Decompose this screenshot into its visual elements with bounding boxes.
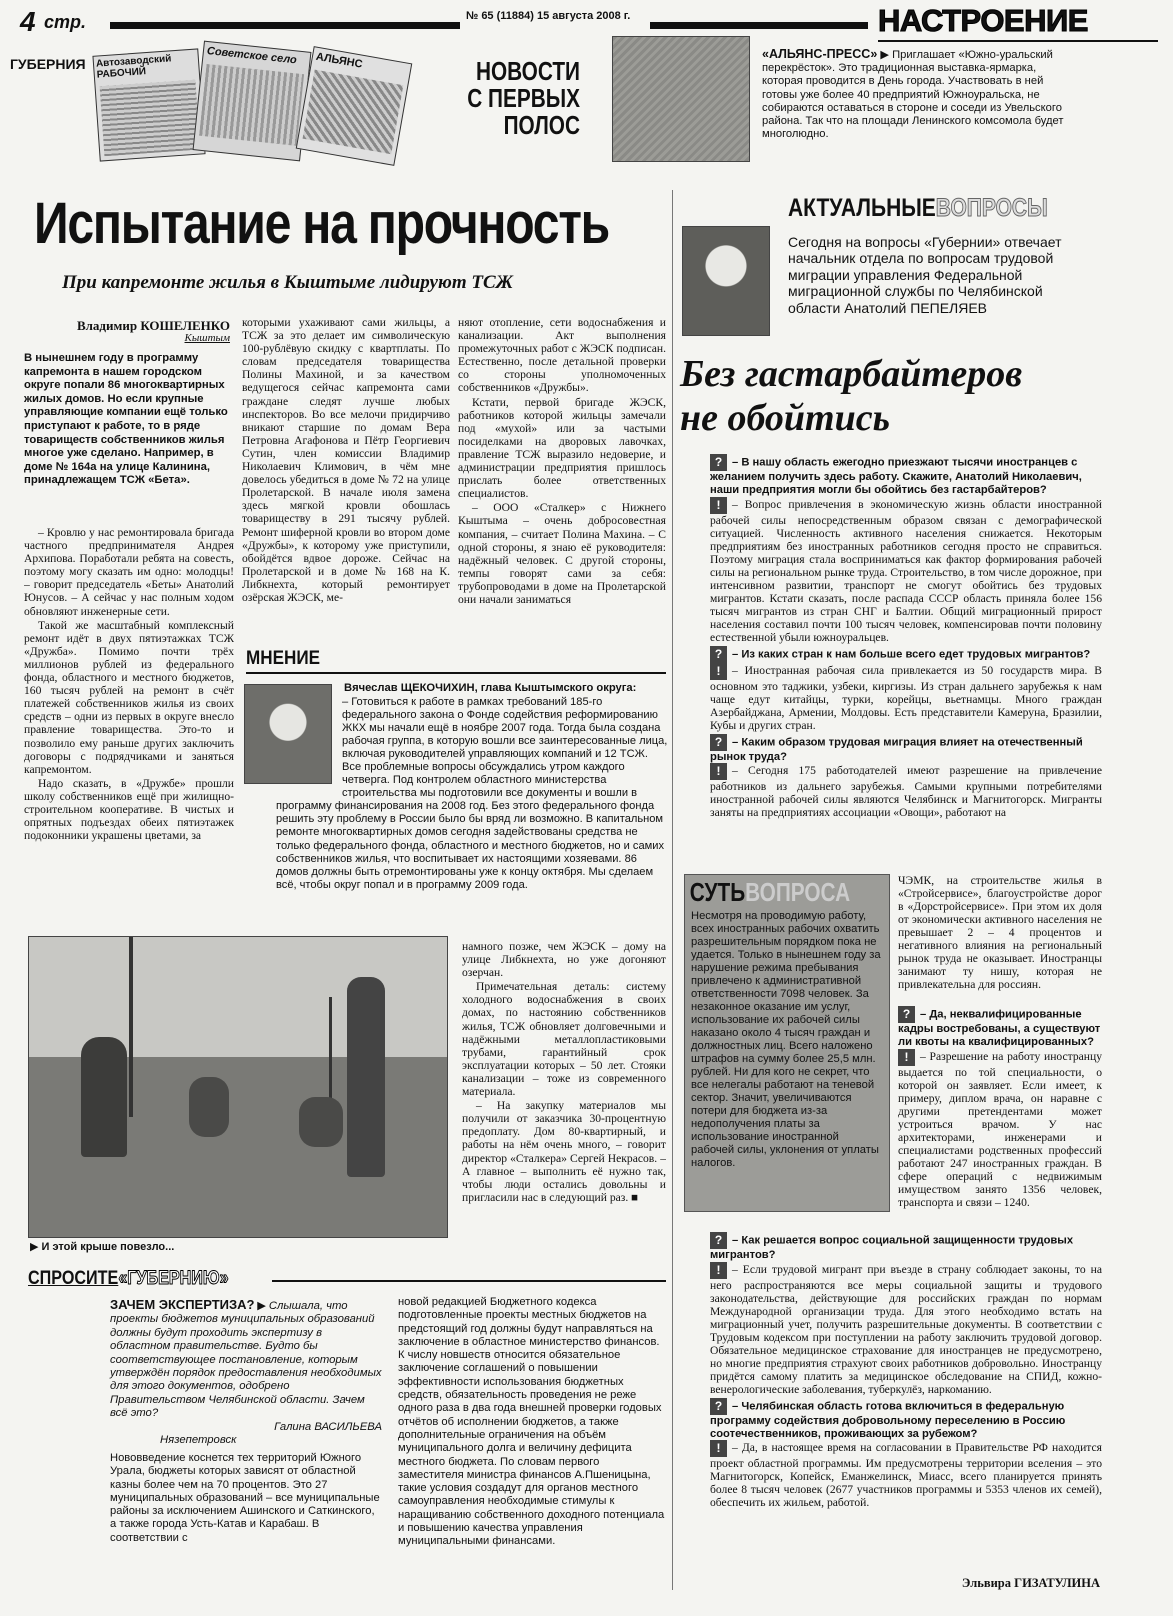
ask-label <box>28 1268 229 1290</box>
ask-answer-1: Нововведение коснется тех территорий Южного Урала, бюджеты которых зависят от областной казны более чем на 70 процентов. Это 27 муниципальных образований – все муниципальные районы за исключением Ашинского и Саткинского, а также города Усть-Катав и Карабаш. В соответствии с <box>110 1452 380 1544</box>
question-mark-icon: ? <box>710 1398 727 1415</box>
essence-text: Несмотря на проводимую работу, всех иностранных рабочих охватить разрешительным порядком пока не удается. Только в нынешнем году за нарушение режима пребывания привлечено к административной ответственности 7098 человек. За незаконное оказание им услуг, использование их рабочей силы наказано около 4 тысяч граждан и должностных лиц. Всего наложено штрафов на сумму более 25,5 млн. рублей. Ни для кого не секрет, что все нелегалы работают на теневой сектор. Значит, увеличиваются потери для бюджета из-за недополучения платы за использование иностранной рабочей силы, уклонения от уплаты налогов. <box>691 910 881 1169</box>
header-rule-right <box>650 22 868 29</box>
interview-narrow-qa <box>898 1006 1102 1232</box>
exclamation-mark-icon: ! <box>710 663 727 680</box>
triangle-right-icon: ▶ <box>880 49 889 61</box>
topical-label-b: ВОПРОСЫ <box>935 194 1048 222</box>
interview-answer: – Сегодня 175 работодателей имеют разрешение на привлечение работников из дальнего зарубежья. Самыми крупными потребителями иностранной рабочей силы являются Челябинск и Магнитогорск. Мигранты заняты на предприятиях ассоциации «Овощи», работают на <box>710 764 1102 820</box>
triangle-bullet-icon: ▶ <box>30 1241 42 1253</box>
photo-caption-text: И этой крыше повезло... <box>41 1241 175 1253</box>
column-divider <box>672 190 673 1590</box>
interview-question: – Да, неквалифицированные кадры востребованы, а существуют ли квоты на квалифицированных? <box>898 1008 1101 1048</box>
exclamation-mark-icon: ! <box>898 1049 915 1066</box>
qa-pair <box>710 454 1102 644</box>
article-subtitle: При капремонте жилья в Кыштыме лидируют ТСЖ <box>62 272 514 293</box>
header-underline <box>878 40 1158 42</box>
interview-title <box>680 352 1022 440</box>
essence-label-b: ВОПРОСА <box>745 877 851 907</box>
article-lead: В нынешнем году в программу капремонта в нашем городском округе попали 86 многоквартирных жилых домов. Но если крупные управляющие компании ещё только приступают к работе, то в ряде товариществ собственников жилья многое уже сделано. Например, в доме № 164а на улице Калинина, принадлежащем ТСЖ «Бета». <box>24 352 228 487</box>
col4-paragraph: намного позже, чем ЖЭСК – дому на улице Либкнехта, но уже догоняют озерчан. <box>462 940 666 980</box>
alliance-title: «АЛЬЯНС-ПРЕСС» <box>762 47 878 61</box>
interview-answer: – Разрешение на работу иностранцу выдается по той специальности, о которой он заявляет. Если имеет, к примеру, диплом врача, он наравне с другими претендентами может устроиться врачом. У нас архитекторами, инженерами и специалистами родственных профессий работают 247 иностранных граждан. В сфере операций с недвижимым имуществом занято 1356 человек, транспорта и связи – 1240. <box>898 1049 1102 1209</box>
qa-pair <box>710 1398 1102 1510</box>
news-headline-1: НОВОСТИ <box>475 56 580 86</box>
exclamation-mark-icon: ! <box>710 763 727 780</box>
qa-pair <box>710 734 1102 820</box>
col2-paragraph: которыми ухаживают сами жильцы, а ТСЖ за это делает им символическую 100-рублёвую скидку с квартплаты. По словам председателя товарищества Полины Махиной, и за качеством ведущегося сейчас капремонта сами граждане следят лучше любых инспекторов. Во все мелочи придирчиво вникают старшие по домам Вера Петровна Агафонова и Пётр Георгиевич Сутин, член комиссии Владимир Николаевич Климович, в чём мне довелось убедиться в доме № 72 на улице Пролетарской. В начале июля замена здесь мягкой кровли обошлась товариществу в 291 тысячу рублей. Ремонт шиферной кровли во втором доме «Дружбы», к которому уже приступили, обойдётся вдвое дороже. Сейчас на Пролетарской и в доме № 168 на К. Либкнехта, который ремонтирует озёрская ЖЭСК, ме- <box>242 316 450 604</box>
city-square-photo <box>612 36 750 162</box>
interview-narrow-column: ЧЭМК, на строительстве жилья в «Стройсервисе», благоустройстве дорог в «Дорстройсервисе». При этом их доля от экономически активного населения не превышает 2 – 4 процентов и негативного влияния на региональный рынок труда не оказывает. Иностранцы занимают ту нишу, которая не привлекательна для россиян. <box>898 874 1102 991</box>
topical-intro: Сегодня на вопросы «Губернии» отвечает начальник отдела по вопросам трудовой миграции управления Федеральной миграционной службы по Челябинской области Анатолий ПЕПЕЛЯЕВ <box>788 234 1062 316</box>
newspaper-cover-1-title: Автозаводский РАБОЧИЙ <box>95 53 172 81</box>
author-place: Кыштым <box>184 332 230 344</box>
opinion-label: МНЕНИЕ <box>246 648 321 669</box>
opinion-float-spacer <box>276 696 342 790</box>
interviewee-portrait <box>682 226 770 336</box>
newspaper-cover-3 <box>296 46 413 166</box>
news-headline-2: С ПЕРВЫХ <box>467 83 580 113</box>
ask-asker: Галина ВАСИЛЬЕВА <box>274 1420 382 1433</box>
qa-pair <box>710 646 1102 732</box>
opinion-text: – Готовиться к работе в рамках требований 185-го федерального закона о Фонде содействия реформированию ЖКХ мы начали ещё в ноябре 2007 года. Тогда была создана рабочая группа, в которую вошли все заинтересованные лица, включая руководителей управляющих компаний и 12 ТСЖ. Все проблемные вопросы обсуждались утром каждого четверга. Под контролем областного министерства строительства мы подготовили все документы и вошли в программу финансирования на 2008 год. Без этого федерального фонда решить эту проблему в России было бы вряд ли возможно. В капитальном ремонте многоквартирных домов сегодня задействованы средства не только федерального фонда, областного и местного бюджетов, но и самих собственников жилья, что воспитывает их настоящими хозяевами. 86 домов должны быть отремонтированы уже к концу октября. Мы сделаем всё, чтобы округ попал и в программу 2009 года. <box>276 696 668 891</box>
news-headline <box>460 58 580 139</box>
article-column-2 <box>242 316 450 646</box>
interview-question: – Челябинская область готова включиться в федеральную программу содействия добровольному переселению в Россию соотечественников, проживающих за рубежом? <box>710 1400 1066 1440</box>
interview-qa-bottom <box>710 1232 1102 1568</box>
question-mark-icon: ? <box>710 734 727 751</box>
page-number: 4 <box>20 6 36 37</box>
photo-caption <box>30 1240 174 1253</box>
alliance-note <box>762 48 1080 141</box>
page-word: стр. <box>44 12 87 32</box>
triangle-right-icon: ▶ <box>257 1300 266 1312</box>
ask-rule <box>272 1280 666 1282</box>
newspaper-cover-2 <box>193 41 312 162</box>
interview-qa-top <box>710 454 1102 872</box>
ask-answer-2: новой редакцией Бюджетного кодекса подготовленные проекты местных бюджетов на предстоящий год должны будут направляться на заключение в областное министерство финансов. К числу новшеств относится обязательное заключение соглашений о повышении эффективности использования бюджетных средств, обязательность проведения не реже одного раза в два года внешней проверки годовых отчётов об исполнении бюджетов, а также дополнительные ограничения на объём муниципального долга и величину дефицита местного бюджета. По словам первого заместителя министра финансов А.Пшеницына, такие условия создадут для органов местного самоуправления необходимые стимулы к наращиванию собственного доходного потенциала и повышению качества управления муниципальными финансами. <box>398 1296 665 1548</box>
ask-question-block <box>110 1298 382 1447</box>
article-column-3 <box>458 316 666 646</box>
question-mark-icon: ? <box>710 646 727 663</box>
newspaper-cover-3-title: АЛЬЯНС <box>314 50 364 71</box>
exclamation-mark-icon: ! <box>710 1440 727 1457</box>
interview-answer: – Да, в настоящее время на согласовании в Правительстве РФ находится проект областной программы. Им предусмотрены территории вселения – это Магнитогорск, Копейск, Еманжелинск, Миасс, всего планируется принять более 8 тысяч человек (2677 участников программы и 5353 членов их семей), обеспечить их жильем, работой. <box>710 1441 1102 1510</box>
interview-answer: – Иностранная рабочая сила привлекается из 50 государств мира. В основном это таджики, узбеки, киргизы. Из стран дальнего зарубежья к нам чаще едут китайцы, турки, корейцы, вьетнамцы. Много граждан Азербайджана, Армении, Молдовы. Есть представители Камеруна, Бразилии, Кубы и других стран. <box>710 663 1102 732</box>
interview-title-line-2: не обойтись <box>680 397 890 439</box>
question-mark-icon: ? <box>710 454 727 471</box>
col3-paragraph: – ООО «Сталкер» с Нижнего Кыштыма – очень добросовестная компания, – считает Полина Махина. – С одной стороны, я знаю её руководителя: надёжный человек. С другой стороны, темпы говорят сами за себя: трубопроводами в доме на Пролетарской они начали заниматься <box>458 501 666 606</box>
alliance-text: Приглашает «Южно-уральский перекрёсток». Это традиционная выставка-ярмарка, которая проводится в День города. Участвовать в ней готовы уже более 40 предприятий Южноуральска, не собираются оставаться в стороне и соседи из Увельского района. Так что на площади Ленинского комсомола будет многолюдно. <box>762 49 1064 141</box>
ask-asker-place: Нязепетровск <box>160 1434 237 1447</box>
ask-question-title: ЗАЧЕМ ЭКСПЕРТИЗА? <box>110 1297 255 1312</box>
header-rule-left <box>110 22 460 29</box>
guberniya-label: ГУБЕРНИЯ <box>10 56 86 72</box>
article-column-1 <box>24 526 234 921</box>
col4-paragraph: – На закупку материалов мы получили от заказчика 30-процентную предоплату. Дом 80-квартирный, и работы на нём очень много, – говорит директор «Сталкера» Сергей Некрасов. – А главное – выполнить её нужно так, чтобы люди остались довольны и пригласили нас в следующий раз. ■ <box>462 1099 666 1204</box>
opinion-rule <box>246 672 666 674</box>
essence-label-a: СУТЬ <box>689 877 746 907</box>
topical-label <box>788 194 1048 223</box>
article-column-4 <box>462 940 666 1250</box>
col3-paragraph: няют отопление, сети водоснабжения и канализации. Акт выполнения промежуточных работ с ЖЭСК подписан. Естественно, после детальной проверки со стороны уполномоченных собственников «Дружбы». <box>458 316 666 395</box>
news-headline-3: ПОЛОС <box>503 110 580 140</box>
essence-label <box>685 875 851 910</box>
col4-paragraph: Примечательная деталь: систему холодного водоснабжения в своих домах, по настоянию собственников жилья, ТСЖ обновляет долговечными и надёжными металлопластиковыми трубами, гарантийный срок эксплуатации которых – 50 лет. Стояки канализации – тоже из современного материала. <box>462 980 666 1099</box>
topical-label-a: АКТУАЛЬНЫЕ <box>788 194 936 222</box>
col1-paragraph: Такой же масштабный комплексный ремонт идёт в двух пятиэтажках ТСЖ «Дружба». Помимо почти трёх миллионов рублей из федерального фонда, областного и местного бюджетов, 160 тысяч рублей на ремонт в счёт платежей собственников жилья из своих средств – одни из первых в округе внесло правление товарищества. Это-то и позволило ему раньше других заключить договоры с подрядчиками и заняться капремонтом. <box>24 618 234 776</box>
interview-title-line-1: Без гастарбайтеров <box>680 353 1023 395</box>
article-title: Испытание на прочность <box>34 191 609 256</box>
interview-answer: – Если трудовой мигрант при въезде в страну соблюдает законы, то на него распространяются все меры социальной защиты и трудового законодательства, действующие для российских граждан по нормам Международной организации труда. Для этого необходимо встать на миграционный учет, получить разрешительные документы. В соответствии с Трудовым кодексом при поступлении на работу заключить трудовой договор. Обязательное медицинское страхование для иностранцев не предусмотрено, но многие предприятия страхуют своих работников добровольно. Иностранцу придётся самому платить за медицинское обследование на СПИД, кожно-венерологические заболевания, туберкулёз, наркоманию. <box>710 1262 1102 1396</box>
interview-question: – Из каких стран к нам больше всего едет трудовых мигрантов? <box>732 648 1091 661</box>
ask-label-b: «ГУБЕРНИЮ» <box>118 1268 229 1289</box>
interview-answer: – Вопрос привлечения в экономическую жизнь области иностранной рабочей силы непосредственным образом связан с демографической ситуацией. Численность активного населения снижается. Некоторым предприятиям без иностранных работников сегодня просто не справиться. Поэтому миграция стала восприниматься как фактор формирования рабочей силы на региональном рынке труда. Строительство, в том числе дорожное, при интенсивном развитии, транспорт не смогут обойтись без трудовых мигрантов. Кстати сказать, после распада СССР область приняла более 156 тысяч мигрантов из стран СНГ и Балтии. Общий миграционный прирост населения составил почти 100 тысяч человек, компенсировав почти половину естественной убыли южноуральцев. <box>710 497 1102 644</box>
interview-signature: Эльвира ГИЗАТУЛИНА <box>961 1576 1100 1590</box>
interview-question: – В нашу область ежегодно приезжают тысячи иностранцев с желанием получить здесь работу. Скажите, Анатолий Николаевич, наши предприятия могли бы обойтись без гастарбайтеров? <box>710 456 1082 496</box>
ask-label-a: СПРОСИТЕ <box>28 1268 119 1289</box>
col1-paragraph: Надо сказать, в «Дружбе» прошли школу собственников ещё при жилищно-строительном кооперативе. В чистых и опрятных подъездах обеих пятиэтажек подоконники украшены цветами, за <box>24 776 234 843</box>
col1-paragraph: – Кровлю у нас ремонтировала бригада частного предпринимателя Андрея Архипова. Поработали ребята на совесть, поэтому могу сказать им одно: молодцы! – говорит председатель «Беты» Анатолий Юнусов. – А сейчас у нас полным ходом обновляют инженерные сети. <box>24 526 234 618</box>
opinion-speaker: Вячеслав ЩЕКОЧИХИН, глава Кыштымского округа: <box>344 682 637 694</box>
interview-question: – Каким образом трудовая миграция влияет на отечественный рынок труда? <box>710 736 1083 763</box>
exclamation-mark-icon: ! <box>710 1262 727 1279</box>
roof-repair-photo <box>28 936 448 1238</box>
author-name: Владимир КОШЕЛЕНКО <box>76 318 230 333</box>
question-mark-icon: ? <box>898 1006 915 1023</box>
ask-question-text: Слышала, что проекты бюджетов муниципальных образований должны будут проходить экспертизу в областном правительстве. Будто бы соответствующее постановление, которым утверждён порядок предоставления необходимых для этого документов, одобрено Правительством Челябинской области. Зачем всё это? <box>110 1300 382 1420</box>
newspaper-cover-2-title: Советское село <box>206 45 298 67</box>
exclamation-mark-icon: ! <box>710 497 727 514</box>
essence-box <box>684 874 890 1212</box>
newspaper-cover-1 <box>92 48 205 161</box>
section-title: НАСТРОЕНИЕ <box>878 3 1088 38</box>
interview-question: – Как решается вопрос социальной защищенности трудовых мигрантов? <box>710 1234 1074 1261</box>
question-mark-icon: ? <box>710 1232 727 1249</box>
opinion-text-wrap <box>276 696 668 926</box>
col3-paragraph: Кстати, первой бригаде ЖЭСК, работников которой жильцы замечали под «мухой» или за частыми посиделками на дворовых лавочках, правление ТСЖ выразило недоверие, и администрации предприятия пришлось прислать более ответственных специалистов. <box>458 395 666 501</box>
qa-pair <box>710 1232 1102 1396</box>
issue-line: № 65 (11884) 15 августа 2008 г. <box>466 10 631 22</box>
